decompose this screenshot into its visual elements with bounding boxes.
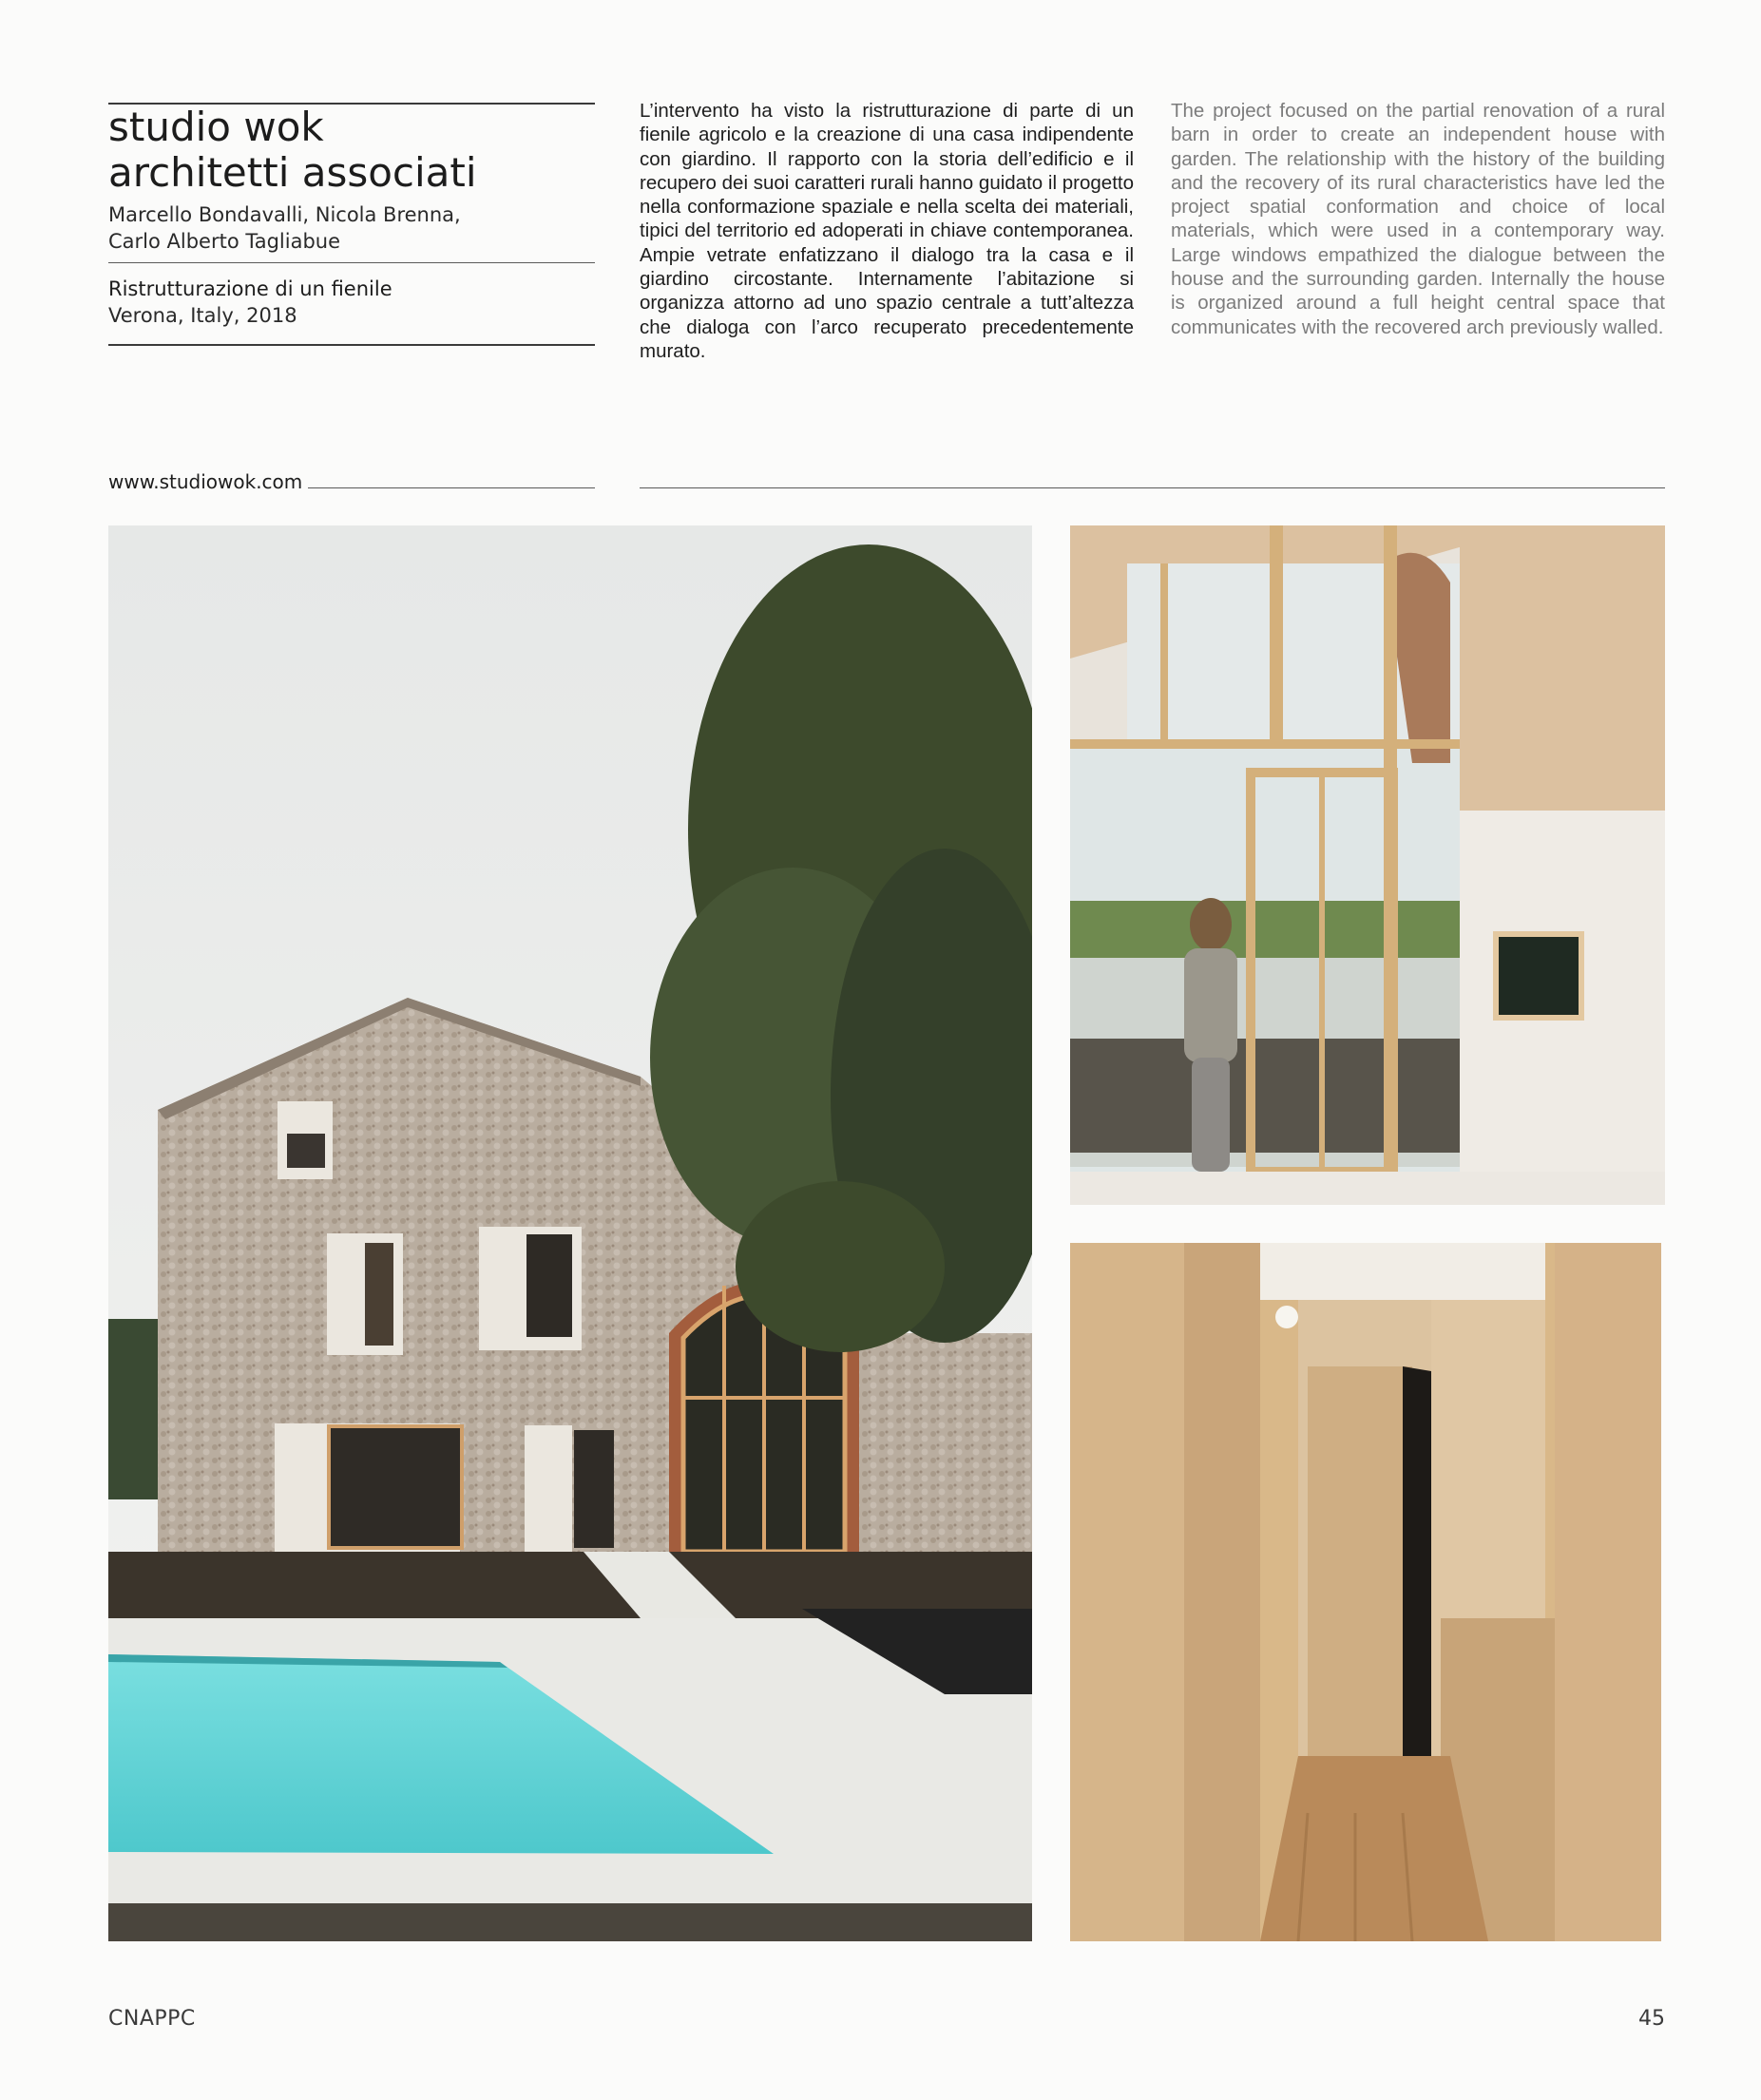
divider-rule (108, 262, 595, 263)
studio-name (108, 105, 593, 196)
body-text-italian: L’intervento ha visto la ristrutturazione di parte di un fienile agricolo e la creazione di una casa indipendente con giardino. Il rapporto con la storia dell’edificio e il recupero dei suoi caratteri rurali hanno guidato il progetto nella conformazione spaziale e nella scelta dei materiali, tipici del territorio ed adoperati in chiave contemporanea. Ampie vetrate enfatizzano il dialogo tra la casa e il giardino circostante. Internamente l’abitazione si organizza attorno ad uno spazio centrale a tutt’altezza che dialoga con l’arco recuperato precedentemente murato. (640, 100, 1134, 362)
exterior-photo-graphic (108, 525, 1032, 1941)
website-link[interactable]: www.studiowok.com (108, 469, 308, 494)
interior-corridor-photo (1070, 1243, 1661, 1941)
interior-corridor-graphic (1070, 1243, 1661, 1941)
project-location: Verona, Italy, 2018 (108, 304, 297, 327)
body-text-english: The project focused on the partial renovation of a rural barn in order to create an independent house with garden. The relationship with the history of the building and the recovery of its rural characteristics have led the project spatial conformation and choice of local materials, which were used in a contemporary way. Large windows empathized the dialogue between the house and the surrounding garden. Internally the house is organized around a full height central space that communicates with the recovered arch previously walled. (1171, 100, 1665, 338)
architects-line1: Marcello Bondavalli, Nicola Brenna, (108, 203, 461, 226)
architects-line2: Carlo Alberto Tagliabue (108, 230, 341, 253)
studio-name-line1: studio wok (108, 104, 324, 150)
magazine-name: CNAPPC (108, 2007, 196, 2031)
page-number: 45 (1638, 2007, 1665, 2031)
bottom-rule-left (108, 344, 595, 346)
project-title: Ristrutturazione di un fienile (108, 277, 392, 300)
exterior-photo (108, 525, 1032, 1941)
website-rule-right (640, 487, 1665, 488)
interior-window-graphic (1070, 525, 1665, 1205)
interior-window-photo (1070, 525, 1665, 1205)
studio-name-line2: architetti associati (108, 149, 477, 196)
architects-names (108, 201, 593, 255)
